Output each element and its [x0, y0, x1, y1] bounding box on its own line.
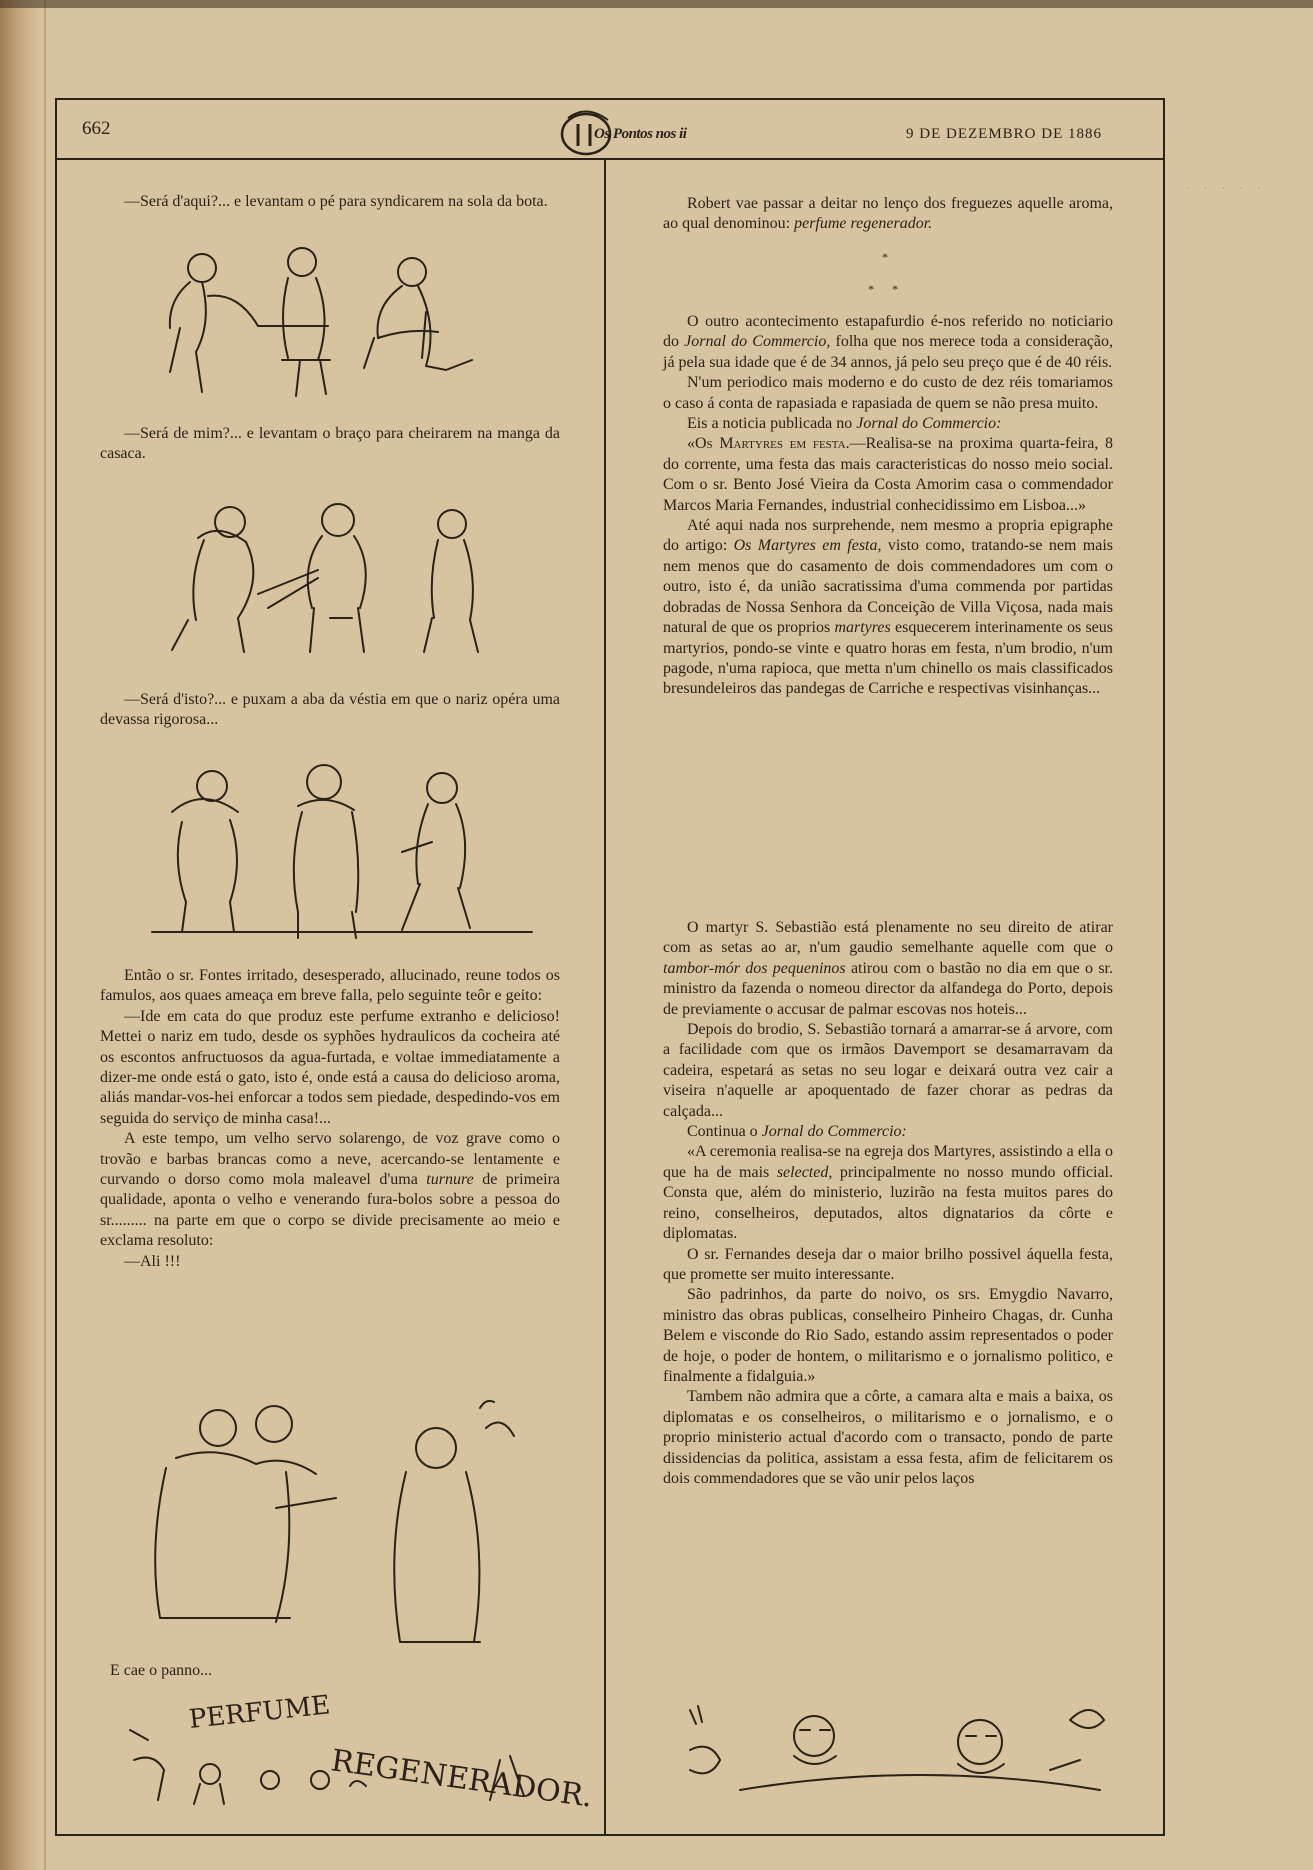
issue-date: 9 DE DEZEMBRO DE 1886: [906, 126, 1102, 142]
title-lettering-art-2: REGENERADOR.: [328, 1743, 595, 1815]
illustration-perfume-regenerador: [120, 1690, 595, 1815]
illustration-sniffing-sleeves: [158, 498, 508, 660]
masthead-title: Os Pontos nos ii: [594, 126, 687, 142]
right-column-text-2: O martyr S. Sebastião está plenamente no seu direito de atirar com as setas ao ar, n'um gaudio semelhante aquelle com que o tambor-mór dos pequeninos atirou com o bastão no dia em que o sr. ministro da fazenda o nomeou director da alfandega do Porto, depois de previamente o accusar de palmar escovas nos hoteis... Depois do brodio, S. Sebastião tornará a amarrar-se á arvore, com a facilidade com que os irmãos Davemport se desamarravam da cadeira, espetará as setas no seu logar e deixará outra vez cair a viseira n'aquelle ar apoquentado de fazer chorar as pedras da calçada... Continua o Jornal do Commercio: «A ceremonia realisa-se na egreja dos Martyres, assistindo a ella o que ha de mais selected, principalmente no nosso mundo official. Consta que, além do ministerio, luzirão na festa muitos pares do reino, conselheiros, deputados, altos dignatarios da côrte e diplomatas. O sr. Fernandes deseja dar o maior brilho possivel áquella festa, que promette ser muito interessante. São padrinhos, da parte do noivo, os srs. Emygdio Navarro, ministro das obras publicas, conselheiro Pinheiro Chagas, dr. Cunha Belem e visconde do Rio Sado, estando assim representados o poder de hoje, o poder de hontem, o militarismo e o jornalismo politico, e finalmente a fidalguia.» Tambem não admira que a côrte, a camara alta e mais a baixa, os diplomatas e os conselheiros, o militarismo e o jornalismo, e o proprio ministerio actual d'acordo com o transacto, pondo de parte dissidencias da politica, assistam a essa festa, afim de felicitarem os dois commendadores que se vão unir pelos laços: [663, 919, 1114, 1487]
right-paragraph-1: Robert vae passar a deitar no lenço dos freguezes aquelle aroma, ao qual denominou: perfume regenerador.: [663, 195, 1113, 233]
page-top-edge: [0, 0, 1313, 8]
illustration-sniffing-boots: [150, 242, 495, 400]
section-divider-star: *: [882, 250, 906, 264]
left-paragraph-3: —Será d'isto?... e puxam a aba da véstia em que o nariz opéra uma devassa rigorosa...: [100, 691, 560, 729]
binding-edge: [44, 0, 46, 1870]
right-column-text: O outro acontecimento estapafurdio é-nos referido no noticiario do Jornal do Commercio, folha que nos merece toda a consideração, já pela sua idade que é de 34 annos, já pelo seu preço que é de 40 réis. N'um periodico mais moderno e do custo de dez réis tomariamos o caso á conta de rapasiada e rapasiada de quem se não presa muito. Eis a noticia publicada no Jornal do Commercio: «Os Martyres em festa.—Realisa-se na proxima quarta-feira, 8 do corrente, uma festa das mais caracteristicas do nosso meio social. Com o sr. Bento José Vieira da Costa Amorim casa o commendador Marcos Maria Fernandes, industrial conhecidissimo em Lisboa...» Até aqui nada nos surprehende, nem mesmo a propria epigraphe do artigo: Os Martyres em festa, visto como, tratando-se nem mais nem menos que do casamento de dois commendadores um com o outro, isto é, da união sacratissima d'uma commenda por partidas dobradas de Nossa Senhora da Conceição de Villa Viçosa, nada mais natural de que os proprios martyres esquecerem interinamente os seus martyrios, pondo-se vinte e quatro horas em festa, n'um brodio, n'um pagode, n'uma rapioca, que metta n'um chinello os mais classificados bresundeleiros das pandegas de Carriche e respectivas visinhanças...: [663, 313, 1114, 698]
margin-marks: · · · · ·: [1186, 184, 1267, 195]
section-divider-stars: **: [868, 282, 916, 296]
column-rule: [604, 160, 606, 1836]
left-body-text: Então o sr. Fontes irritado, desesperado, allucinado, reune todos os famulos, aos quaes ameaça em breve falla, pelo seguinte teôr e geito: —Ide em cata do que produz este perfume extranho e delicioso! Mettei o nariz em tudo, desde os syphões hydraulicos da cocheira até os escontos anfructuosos da agua-furtada, e voltae immediatamente a dizer-me onde está o gato, isto é, onde está a causa do delicioso aroma, aliás mandar-vos-hei enforcar a todos sem piedade, despedindo-vos em seguida do serviço de minha casa!... A este tempo, um velho servo solarengo, de voz grave como o trovão e barbas brancas como a neve, acercando-se lentamente e curvando o dorso como mola maleavel d'uma turnure de primeira qualidade, aponta o velho e venerando fura-bolos sobre a pessoa do sr......... na parte em que o corpo se divide precisamente ao meio e exclama resoluto: —Ali !!!: [100, 967, 560, 1270]
caption-curtain: E cae o panno...: [110, 1662, 213, 1679]
left-paragraph-1: —Será d'aqui?... e levantam o pé para syndicarem na sola da bota.: [124, 193, 548, 210]
book-binding-shadow: [0, 0, 38, 1870]
header-rule: [55, 158, 1165, 160]
illustration-sniffing-coats: [152, 762, 532, 946]
illustration-commendadores-heads: [680, 1690, 1120, 1802]
left-paragraph-2: —Será de mim?... e levantam o braço para cheirarem na manga da casaca.: [100, 425, 560, 463]
page-number: 662: [82, 118, 111, 139]
title-lettering-art: PERFUME: [187, 1690, 332, 1735]
illustration-servant-pointing: [136, 1388, 526, 1650]
